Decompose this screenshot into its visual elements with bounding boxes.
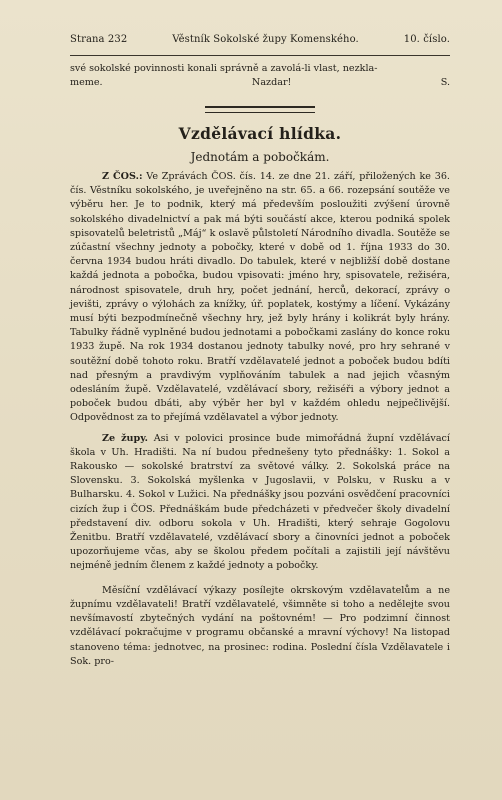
preamble-word: meme. <box>70 77 103 89</box>
paragraph-text: Ve Zprávách ČOS. čís. 14. ze dne 21. září, přiložených ke 36. čís. Věstníku sokolského, je uveřejněno na str. 65. a 66. rozepsání soutěže ve výběru her. Je to podnik, který má především posloužiti zvýšení úrovně sokolského divadelnictví a pak má býti součástí akce, kterou podniká spolek spisovatelů beletristů „Máj“ k oslavě půlstoletí Národního divadla. Soutěže se zúčastní všechny jednoty a pobočky, které v době od 1. října 1933 do 30. června 1934 budou hráti divadlo. Do tabulek, které v nejbližší době dostane každá jednota a pobočka, budou vpisovati: jméno hry, spisovatele, režiséra, národnost spisovatele, druh hry, počet jednání, herců, dekorací, zprávy o jevišti, zprávy o výlohách za knížky, úř. poplatek, kostýmy a líčení. Vykázány musí býti bezpodmínečně všechny hry, jež byly hrány i kolikrát byly hrány. Tabulky řádně vyplněné budou jednotami a pobočkami zaslány do konce roku 1933 župě. Na rok 1934 dostanou jednoty tabulky nové, pro hry sehrané v soutěžní době tohoto roku. Bratří vzdělavatelé jednot a poboček budou bdíti nad přesným a pravdivým vyplňováním tabulek a nad jejich včasným odesláním župě. Vzdělavatelé, vzdělávací sbory, režiséři a výbory jednot a poboček budou dbáti, aby výběr her byl v každém ohledu nejpečlivější. Odpovědnost za to přejímá vzdělavatel a výbor jednoty. <box>70 171 450 424</box>
paragraph-zupa <box>70 432 450 574</box>
paragraph-cos <box>70 170 450 426</box>
preamble-closing <box>70 76 450 90</box>
nazdar-greeting: Nazdar! <box>251 77 292 89</box>
article-subtitle: Jednotám a pobočkám. <box>190 150 330 164</box>
paragraph-lead: Ze župy. <box>102 432 149 444</box>
issue-number: 10. číslo. <box>403 34 450 45</box>
preamble-line: své sokolské povinnosti konali správně a zavolá-li vlast, nezkla- <box>70 63 378 74</box>
journal-title: Věstník Sokolské župy Komenského. <box>172 34 359 45</box>
signature: S. <box>440 77 450 89</box>
preamble <box>70 62 450 90</box>
paragraph-vykazy: Měsíční vzdělávací výkazy posílejte okrskovým vzdělavatelům a ne župnímu vzdělavateli! Bratří vzdělavatelé, všimněte si toho a nedělejte svou nevšímavostí zbytečných vydání na poštovném! — Pro podzimní činnost vzdělávací pokračujme v programu občanské a mravní výchovy! Na listopad stanoveno téma: jednotvec, na prosinec: rodina. Poslední čísla Vzdělavatele i Sok. pro- <box>70 584 450 667</box>
page-header <box>70 34 450 50</box>
paragraph-lead: Z ČOS.: <box>102 171 143 182</box>
header-rule <box>70 55 450 56</box>
section-divider <box>205 106 315 113</box>
article-title: Vzdělávací hlídka. <box>178 124 342 143</box>
page-number: Strana 232 <box>70 34 128 45</box>
paragraph-text: Asi v polovici prosince bude mimořádná župní vzdělávací škola v Uh. Hradišti. Na ní budou přednešeny tyto přednášky: 1. Sokol a Rakousko — sokolské bratrství za světové války. 2. Sokolská práce na Slovensku. 3. Sokolská myšlenka v Jugoslavii, v Polsku, v Rusku a v Bulharsku. 4. Sokol v Lužici. Na přednášky jsou pozváni osvědčení pracovníci cizích žup i ČOS. Přednáškám bude předcházeti v předvečer školy divadelní představení div. odboru sokola v Uh. Hradišti, který sehraje Gogolovu Ženitbu. Bratří vzdělavatelé, vzdělávací sbory a činovníci jednot a poboček upozorňujeme včas, aby se školou předem počítali a zajistili její návštěvu nejméně jedním členem z každé jednoty a pobočky. <box>70 432 450 572</box>
article-body <box>70 170 450 669</box>
